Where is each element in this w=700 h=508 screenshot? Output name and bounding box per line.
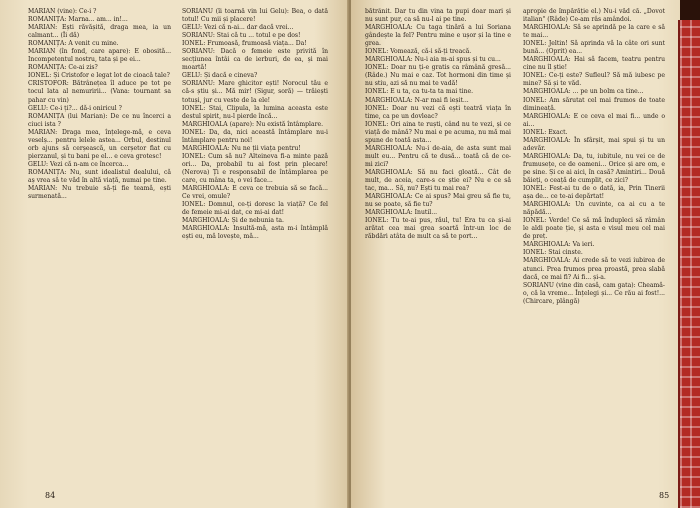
dialogue-paragraph: MARGHIOALA: Ce ai spus? Mai greu să fie tu, nu se poate, să fie tu?	[365, 193, 511, 209]
dialogue-paragraph: IONEL: Stai, Clipula, la lumina aceasta este destul spirit, nu-l pierde încă...	[182, 104, 328, 120]
right-page-column-2	[523, 8, 665, 486]
dialogue-paragraph: MARGHIOALA: E ceva ce trebuia să se facă... Ce vrei, omule?	[182, 185, 328, 201]
dialogue-paragraph: IONEL: Domnul, ce-ți doresc la viață? Ce fel de femeie mi-ai dat, ce mi-ai dat!	[182, 201, 328, 217]
dialogue-paragraph: GELU: Ce-i ți?... dă-i oniricul ?	[28, 104, 122, 112]
left-page-column-2	[182, 8, 328, 486]
dialogue-paragraph: IONEL: Exact.	[523, 128, 568, 136]
dialogue-paragraph: MARGHIOALA: Și de nebunia ta.	[182, 217, 284, 225]
dialogue-paragraph: MARIAN: Ești răvășită, draga mea, ia un calmant... (Îi dă)	[28, 24, 171, 40]
dialogue-paragraph: MARIAN (în fond, care apare): E obosită... Incompetentul nostru, tata și pe ei...	[28, 48, 171, 64]
dialogue-paragraph: GELU: Și dacă e cineva?	[182, 72, 258, 80]
background-corner	[680, 0, 700, 22]
dialogue-paragraph: IONEL: Verde! Ce să mă îndupleci să râmân le aldi poate ție, și asta e visul meu cel mai de preț.	[523, 217, 665, 241]
dialogue-paragraph: IONEL: Da, da, nici această întâmplare nu-i întâmplare pentru noi!	[182, 128, 328, 144]
dialogue-paragraph: MARGHIOALA: ... pe un bolm ca tine...	[523, 88, 644, 96]
dialogue-paragraph: MARGHIOALA: Nu-i aia m-ai spus și tu cu...	[365, 56, 501, 64]
dialogue-paragraph: MARGHIOALA: Hai să facem, teatru pentru cine nu îl știe!	[523, 56, 665, 72]
dialogue-paragraph: IONEL: Ce-ți este? Sufleul? Să mă iubesc pe mine? Să și te văd.	[523, 72, 665, 88]
dialogue-paragraph: GELU: Vezi că n-ai... dar dacă vrei...	[182, 24, 294, 32]
dialogue-paragraph: MARGHIOALA: În sfârșit, mai spui și tu un adevăr.	[523, 136, 665, 152]
dialogue-paragraph: ROMANIȚA: Ce-ai zis?	[28, 64, 98, 72]
dialogue-paragraph: MARGHIOALA (apare): Nu există întâmplare.	[182, 120, 324, 128]
right-page	[351, 0, 700, 508]
dialogue-paragraph: CRISTOFOR: Bătrânețea îl aduce pe tot pe tocul lata al nemuririi... (Vana: tournant sa pahar cu vin)	[28, 80, 171, 104]
dialogue-paragraph: SORIANU (vine din casă, cam gata): Cheamă-o, că la vreme... Înțelegi și... Ce rău ai fost!... (Chircare, plângă)	[523, 281, 665, 305]
dialogue-paragraph: ROMANIȚA: Nu, sunt idealistul dealului, că aș vrea să te văd în altă viață, numai pe tine.	[28, 168, 171, 184]
dialogue-paragraph: MARGHIOALA: Cu taga tinără a lui Soriana gândește la fel? Pentru mine e ușor și la tine e grea.	[365, 24, 511, 48]
dialogue-paragraph: GELU: Vezi că n-am ce încerca...	[28, 160, 129, 168]
right-page-column-1	[365, 8, 511, 486]
dialogue-paragraph: IONEL: Fest-ai tu de o dată, ia, Prin Tinerii așa de... ce te-ai depărtat!	[523, 185, 665, 201]
dialogue-paragraph: IONEL: Doar nu vezi că ești teatră viața în time, ca pe un dovleac?	[365, 104, 511, 120]
dialogue-paragraph: MARGHIOALA: Va ieri.	[523, 241, 595, 249]
dialogue-paragraph: bătrânit. Dar tu din vina ta pupi doar mari și nu sunt pur, ca să nu-l ai pe tine.	[365, 8, 511, 24]
dialogue-paragraph: IONEL: Ori aina te ruști, când nu te vezi, și ce viață de mână? Nu mai e pe acuma, nu mă mai spune de toată asta...	[365, 120, 511, 144]
dialogue-paragraph: MARIAN: Nu trebuie să-ți fie teamă, ești surmenată...	[28, 185, 171, 201]
dialogue-paragraph: MARIAN: Draga mea, înțelege-mă, e ceva veselș... pentru lelele astea... Orbul, destinul orb ajuns să cerșească, un cerșetor fiat cu pierzanul, și tu bani pe el... e ceva grotesc!	[28, 128, 171, 160]
dialogue-paragraph: MARGHIOALA: Insultă-mă, asta m-i întâmplă ești eu, mă lovește, mă...	[182, 225, 328, 241]
dialogue-paragraph: ROMANIȚA: Marna... am... in!...	[28, 16, 128, 24]
dialogue-paragraph: IONEL: Tu te-ai pus, răul, tu! Era tu ca și-ai arătat cea mai grea soartă într-un loc de răbdări atâta de mult ca să te port...	[365, 217, 511, 241]
dialogue-paragraph: MARGHIOALA: Inutil...	[365, 209, 438, 217]
dialogue-paragraph: IONEL: Doar nu ți-e gratis ca râmână gresă... (Râde.) Nu mai e caz. Tot hormoni din time și nu stiu, azi să nu mai te vadă!	[365, 64, 511, 88]
dialogue-paragraph: MARGHIOALA: E ce ceva el mai fi... unde o ai...	[523, 112, 665, 128]
dialogue-paragraph: IONEL: Stai cinste.	[523, 249, 583, 257]
dialogue-paragraph: MARIAN (vine): Ce-i ?	[28, 8, 97, 15]
page-number-left: 84	[45, 491, 56, 500]
dialogue-paragraph: IONEL: Frumoasă, frumoasă viața... Da!	[182, 40, 307, 48]
dialogue-paragraph: MARGHIOALA: Nu ne ții viața pentru!	[182, 144, 301, 152]
dialogue-paragraph: IONEL: E u ta, ca tu-ta ta mai tine.	[365, 88, 474, 96]
dialogue-paragraph: ROMANIȚA: A venit cu mine.	[28, 40, 119, 48]
dialogue-paragraph: MARGHIOALA: Da, tu, iubitule, nu vei ce de frumusețe, ce de oameni... Orice și are om, e pe sine. Și ce ai aici, în casă? Amintiri... Două băieți, o ceață de cumplit, ce zici?	[523, 152, 665, 184]
dialogue-paragraph: SORIANU: Mare ghicitor ești! Norocul tău e că-s știu și... Mă mir! (Sigur, soră) — trăiești totuși, jur cu veste de la ele!	[182, 80, 328, 104]
dialogue-paragraph: apropie de împărăție el.) Nu-i văd că. „Dovot italian" (Râde) Ce-am râs amândoi.	[523, 8, 665, 24]
page-number-right: 85	[659, 491, 670, 500]
dialogue-paragraph: SORIANU: Stai că tu ... totul e pe dos!	[182, 32, 301, 40]
dialogue-paragraph: IONEL: Cum să nu? Alteineva fi-a minte pază ori... Da, probabil tu ai fost prin plecare! (Nerova) Ți e responsabil de întâmplarea pe care, cu mâna ta, o vei face...	[182, 152, 328, 184]
dialogue-paragraph: SORIANU: Dacă o femeie este privită în secțiunea întâi ca de ierburi, de ea, și mai moartă!	[182, 48, 328, 72]
dialogue-paragraph: MARGHIOALA: Ai crede să te vezi iubirea de atunci. Prea frumos prea proastă, prea slabă dacă, ce mai fi? Ai fi... și-a.	[523, 257, 665, 281]
left-page-column-1	[28, 8, 171, 486]
dialogue-paragraph: MARGHIOALA: Un cuvinte, ca ai cu a te năpădă...	[523, 201, 665, 217]
dialogue-paragraph: MARGHIOALA: N-ar mai fi ieșit...	[365, 96, 469, 104]
dialogue-paragraph: IONEL: Vomează, că-i să-ți treacă.	[365, 48, 472, 56]
dialogue-paragraph: MARGHIOALA: Să se aprindă pe la care e să te mai...	[523, 24, 665, 40]
dialogue-paragraph: IONEL: Jeltin! Să aprinda vă la câte ori sunt bună... (Oprit) ea...	[523, 40, 665, 56]
dialogue-paragraph: IONEL: Am sărutat cel mai frumos de toate dimineață.	[523, 96, 665, 112]
dialogue-paragraph: ROMANIȚA (lui Marian): De ce nu încerci a ciuci ista ?	[28, 112, 171, 128]
left-page	[0, 0, 349, 508]
dialogue-paragraph: SORIANU (îi toarnă vin lui Gelu): Bea, o dată totul! Cu mii și placere!	[182, 8, 328, 24]
book-cover-edge	[678, 20, 700, 508]
dialogue-paragraph: MARGHIOALA: Să nu faci gloată... Cât de mult, de aceia, care-s ce știe ei? Nu e ce să tac, ma... Să, nu? Ești tu mai rea?	[365, 168, 511, 193]
dialogue-paragraph: MARGHIOALA: Nu-i de-aia, de asta sunt mai mult eu... Pentru că te dusă... toată că de ce-mi zici?	[365, 144, 511, 168]
dialogue-paragraph: IONEL: Și Cristofor e legat lot de cioacă tale?	[28, 72, 170, 80]
